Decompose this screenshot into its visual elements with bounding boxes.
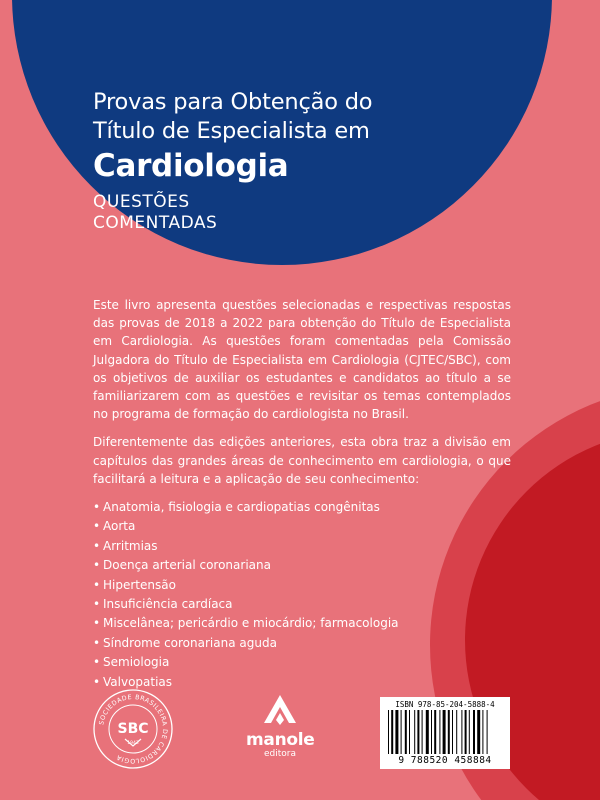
topic-item: • Síndrome coronariana aguda (93, 634, 511, 653)
publisher-logo (246, 693, 314, 773)
svg-text:SBC: SBC (117, 721, 149, 737)
topic-item: • Anatomia, fisiologia e cardiopatias congênitas (93, 498, 511, 517)
manole-mark-icon (260, 693, 300, 727)
title-block (93, 88, 372, 234)
topic-item: • Miscelânea; pericárdio e miocárdio; farmacologia (93, 614, 511, 633)
subtitle-line-2: COMENTADAS (93, 213, 218, 233)
publisher-sub: editora (263, 749, 296, 759)
publisher-name: manole (246, 730, 315, 750)
description (93, 296, 511, 692)
topic-item: • Hipertensão (93, 576, 511, 595)
subtitle (93, 192, 372, 234)
svg-text:1943: 1943 (127, 741, 139, 746)
topic-item: • Semiologia (93, 653, 511, 672)
barcode-digits: 9 788520 458884 (398, 755, 492, 766)
description-paragraph-2: Diferentemente das edições anteriores, esta obra traz a divisão em capítulos das grandes áreas de conhecimento em cardiologia, o que facilitará a leitura e a aplicação de seu conhecimento: (93, 435, 511, 486)
topic-item: • Arritmias (93, 537, 511, 556)
title-line-1: Provas para Obtenção do (93, 89, 373, 115)
topic-item: • Doença arterial coronariana (93, 556, 511, 575)
sbc-logo (92, 688, 174, 770)
title-line-2: Título de Especialista em (93, 118, 370, 144)
sbc-seal-icon (92, 688, 174, 770)
barcode (380, 697, 510, 769)
subtitle-line-1: QUESTÕES (93, 192, 190, 212)
title-main: Cardiologia (93, 148, 289, 184)
topic-item: • Insuficiência cardíaca (93, 595, 511, 614)
isbn-label: ISBN 978-85-204-5888-4 (395, 700, 495, 709)
topic-item: • Aorta (93, 517, 511, 536)
topic-item: • Valvopatias (93, 673, 511, 692)
topic-list (93, 498, 511, 692)
svg-text:SOCIEDADE BRASILEIRA DE CARDIO: SOCIEDADE BRASILEIRA DE CARDIOLOGIA (98, 693, 169, 765)
description-paragraph-1: Este livro apresenta questões selecionadas e respectivas respostas das provas de 2018 a 2022 para obtenção do Título de Especialista em Cardiologia. As questões foram comentadas pela Comissão Julgadora do Título de Especialista em Cardiologia (CJTEC/SBC), com os objetivos de auxiliar os estudantes e candidatos ao título a se familiarizarem com as questões e revisitar os temas contemplados no programa de formação do cardiologista no Brasil. (93, 298, 511, 422)
